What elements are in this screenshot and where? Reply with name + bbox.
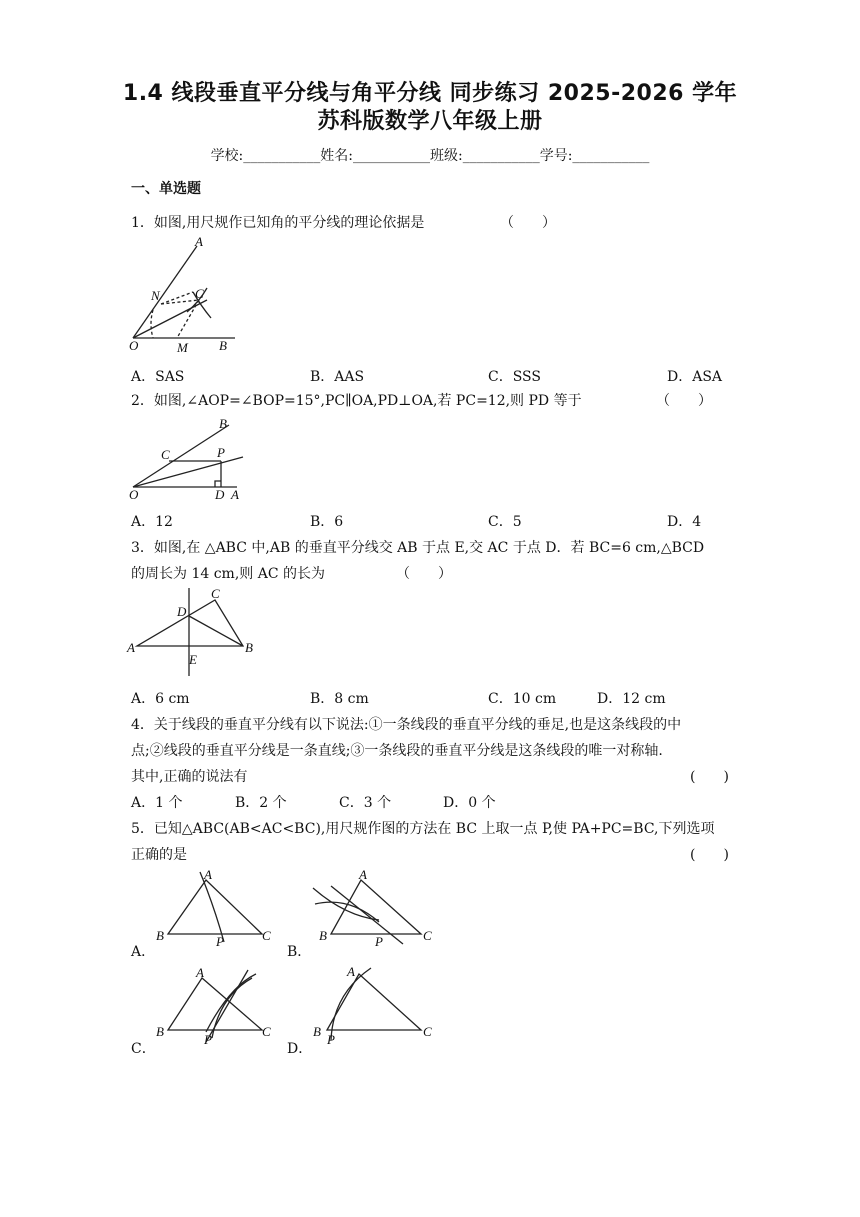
question-5-paren: ( ) [690, 847, 729, 863]
q5c-label-P: P [204, 1032, 212, 1046]
question-4-option-d[interactable]: D．0 个 [443, 795, 496, 811]
question-1-figure [125, 236, 245, 356]
q5b-label-P: P [375, 934, 383, 949]
question-3-text-line2: 的周长为 14 cm,则 AC 的长为 [131, 566, 326, 582]
question-5-figure-b [305, 866, 441, 950]
question-3-option-d[interactable]: D．12 cm [597, 691, 666, 707]
question-2-figure [125, 415, 255, 505]
question-1-option-d[interactable]: D．ASA [667, 369, 723, 385]
q5d-label-C: C [423, 1024, 432, 1039]
question-2-paren: （ ） [656, 393, 712, 409]
q5d-label-A: A [347, 964, 355, 979]
question-4-text-line3: 其中,正确的说法有 [131, 769, 248, 785]
section-title: 一、单选题 [131, 181, 201, 197]
q5c-label-B: B [156, 1024, 164, 1039]
q1-label-N: N [151, 288, 160, 303]
student-info-line: 学校:___________姓名:___________班级:___________学号:___________ [210, 148, 650, 164]
q5d-label-B: B [313, 1024, 321, 1039]
question-2-option-c[interactable]: C．5 [488, 514, 522, 530]
question-5-text-line1: 5．已知△ABC(AB<AC<BC),用尺规作图的方法在 BC 上取一点 P,使 PA+PC=BC,下列选项 [131, 821, 715, 837]
question-4-paren: ( ) [690, 769, 729, 785]
question-5-option-d[interactable]: D． [287, 1041, 313, 1057]
q1-label-A: A [195, 236, 203, 249]
q2-label-P: P [217, 445, 225, 460]
q1-label-M: M [177, 340, 188, 355]
question-2-option-a[interactable]: A．12 [131, 514, 173, 530]
question-2-text: 2．如图,∠AOP=∠BOP=15°,PC∥OA,PD⊥OA,若 PC=12,则 PD 等于 [131, 393, 582, 409]
question-1-text: 1．如图,用尺规作已知角的平分线的理论依据是 [131, 215, 425, 231]
q1-label-B: B [219, 338, 227, 353]
question-2-option-b[interactable]: B．6 [310, 514, 344, 530]
question-5-text-line2: 正确的是 [131, 847, 187, 863]
q5c-label-A: A [196, 965, 204, 980]
q3-label-D: D [177, 604, 187, 619]
q5a-label-P: P [216, 934, 224, 949]
question-3-option-c[interactable]: C．10 cm [488, 691, 557, 707]
q3-label-B: B [245, 640, 253, 655]
q1-label-O: O [129, 338, 139, 353]
page-title-line1: 1.4 线段垂直平分线与角平分线 同步练习 2025-2026 学年 [122, 81, 738, 106]
question-3-paren: （ ） [396, 566, 452, 582]
q5b-label-B: B [319, 928, 327, 943]
question-4-option-b[interactable]: B．2 个 [235, 795, 287, 811]
question-5-option-a[interactable]: A． [131, 944, 156, 960]
question-1-option-b[interactable]: B．AAS [310, 369, 365, 385]
question-4-option-c[interactable]: C．3 个 [339, 795, 392, 811]
q2-label-A: A [231, 487, 239, 502]
question-1-option-c[interactable]: C．SSS [488, 369, 541, 385]
question-5-option-c[interactable]: C． [131, 1041, 156, 1057]
question-3-option-a[interactable]: A．6 cm [131, 691, 190, 707]
q2-label-C: C [161, 447, 170, 462]
question-2-option-d[interactable]: D．4 [667, 514, 702, 530]
q3-label-E: E [189, 652, 197, 667]
q1-label-C: C [195, 286, 204, 301]
question-4-option-a[interactable]: A．1 个 [131, 795, 183, 811]
q5b-label-C: C [423, 928, 432, 943]
q2-label-D: D [215, 487, 225, 502]
question-5-figure-d [305, 962, 441, 1046]
question-3-figure [125, 584, 265, 680]
question-1-option-a[interactable]: A．SAS [131, 369, 185, 385]
q5d-label-P: P [327, 1032, 335, 1046]
question-5-option-b[interactable]: B． [287, 944, 312, 960]
question-3-text-line1: 3．如图,在 △ABC 中,AB 的垂直平分线交 AB 于点 E,交 AC 于点 D．若 BC=6 cm,△BCD [131, 540, 705, 556]
question-1-paren: （ ） [500, 215, 556, 231]
question-3-option-b[interactable]: B．8 cm [310, 691, 369, 707]
page-title-line2: 苏科版数学八年级上册 [317, 109, 543, 134]
q5a-label-C: C [262, 928, 271, 943]
q5a-label-B: B [156, 928, 164, 943]
question-4-text-line1: 4．关于线段的垂直平分线有以下说法:①一条线段的垂直平分线的垂足,也是这条线段的中 [131, 717, 682, 733]
question-4-text-line2: 点;②线段的垂直平分线是一条直线;③一条线段的垂直平分线是这条线段的唯一对称轴. [131, 743, 663, 759]
question-5-figure-c [150, 962, 280, 1046]
q2-label-O: O [129, 487, 139, 502]
q5b-label-A: A [359, 867, 367, 882]
q3-label-C: C [211, 586, 220, 601]
q3-label-A: A [127, 640, 135, 655]
q2-label-B: B [219, 416, 227, 431]
question-5-figure-a [150, 866, 280, 950]
q5a-label-A: A [204, 867, 212, 882]
q5c-label-C: C [262, 1024, 271, 1039]
